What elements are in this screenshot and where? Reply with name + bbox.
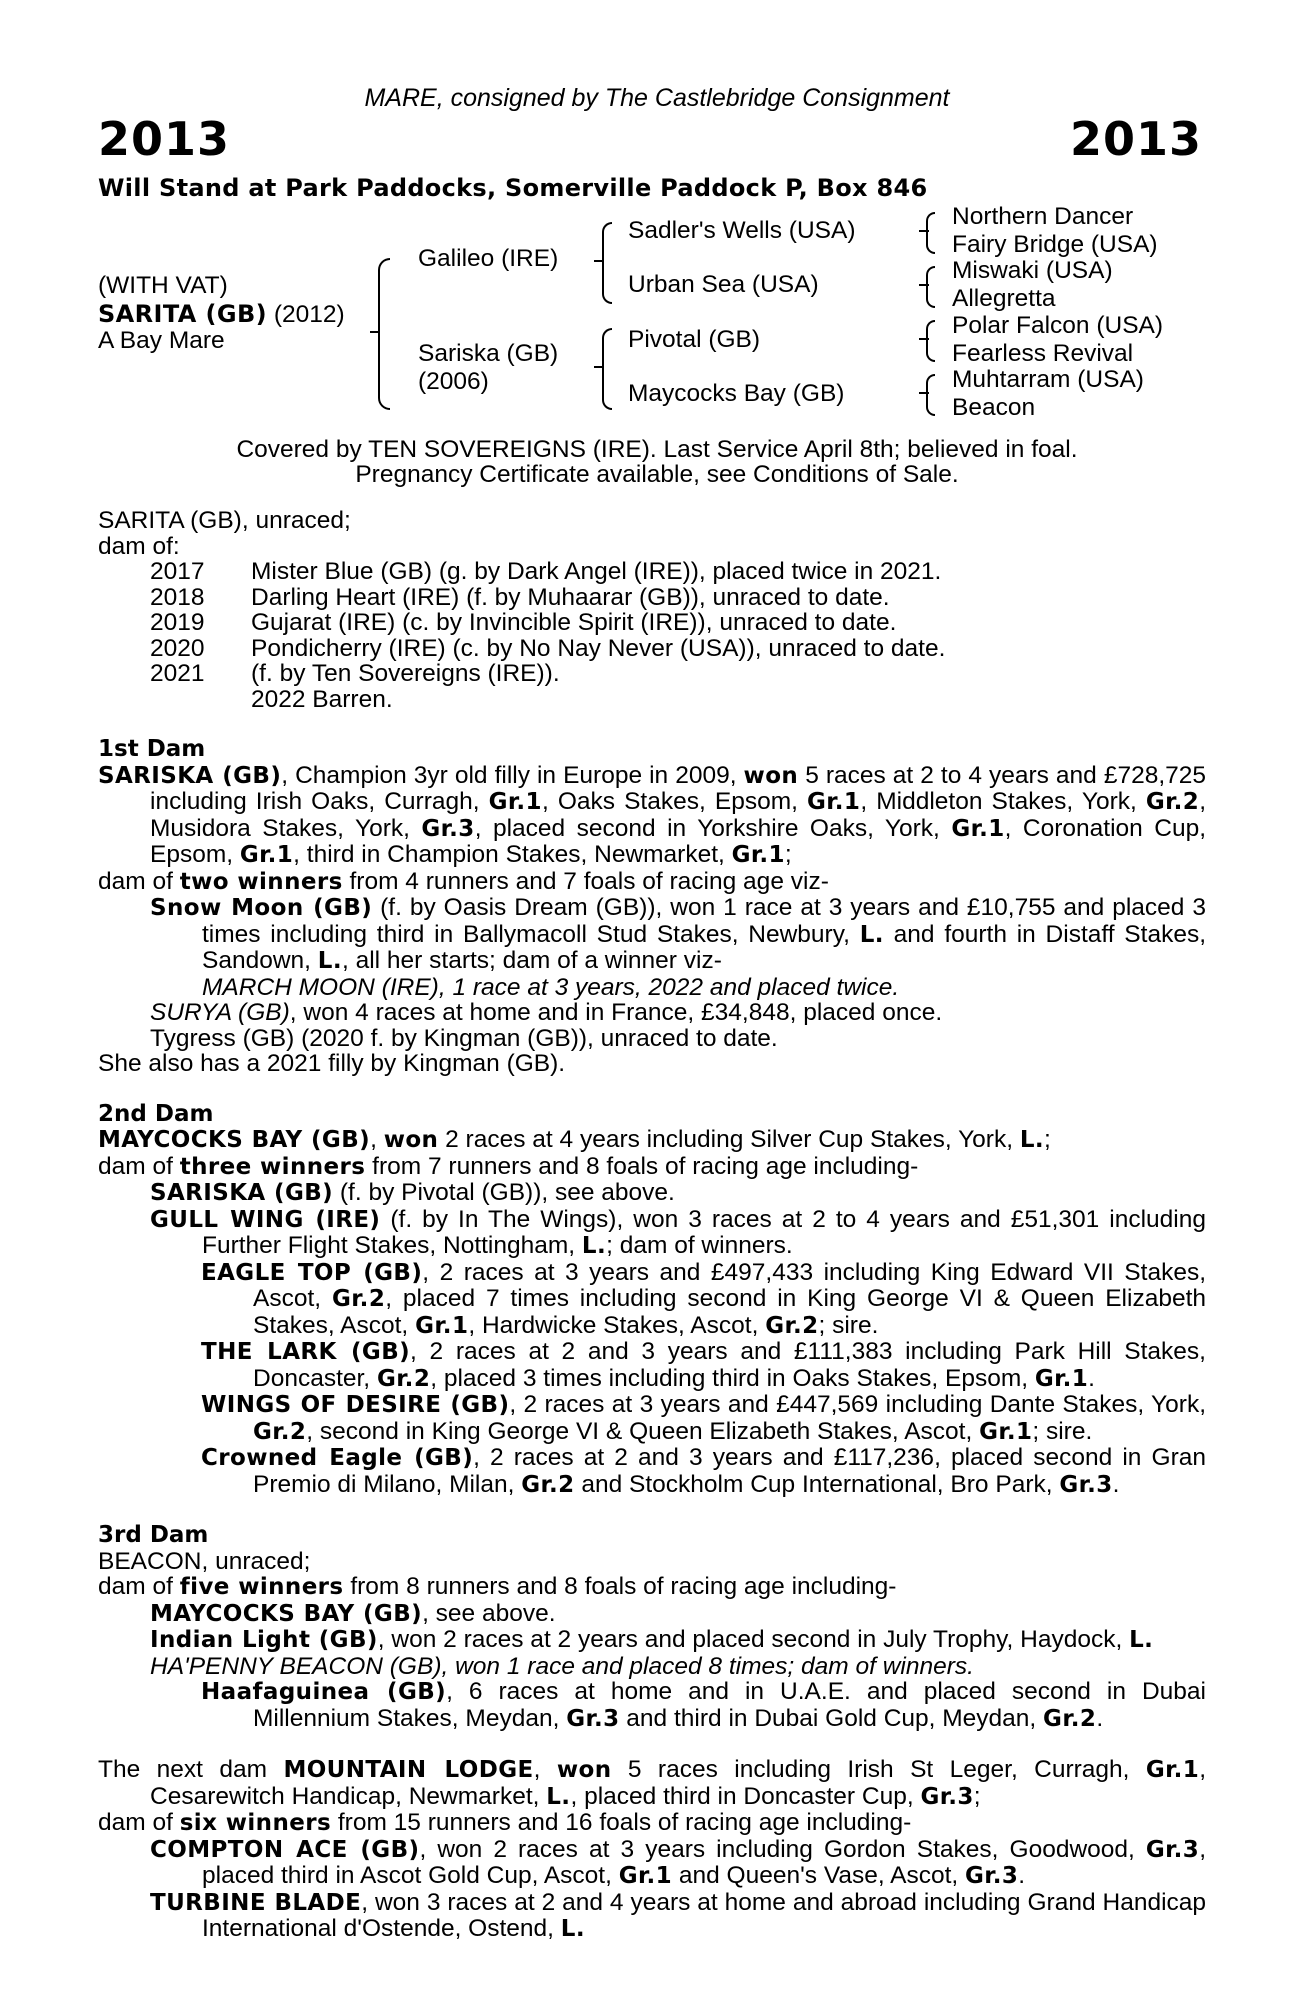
horse-title — [98, 300, 345, 329]
horse-name: SARITA (GB) — [98, 300, 268, 328]
intro-damof: dam of: — [98, 532, 180, 560]
produce-row: 2020 Pondicherry (IRE) (c. by No Nay Never (USA)), unraced to date. — [150, 634, 946, 662]
sire-name: Galileo (IRE) — [418, 245, 559, 272]
produce-entry: TURBINE BLADE, won 3 races at 2 and 4 years at home and abroad including Grand Handicap International d'Ostende, Ostend, L. — [150, 1888, 1207, 1942]
produce-entry: Haafaguinea (GB), 6 races at home and in U.A.E. and placed second in Dubai Millennium Stakes, Meydan, Gr.3 and third in Dubai Gold Cup, Meydan, Gr.2. — [201, 1678, 1206, 1732]
catalogue-body — [98, 508, 1206, 1943]
third-dam-heading: 3rd Dam — [98, 1522, 209, 1548]
gen4-ancestor: Polar Falcon (USA) — [952, 312, 1164, 339]
gen4-ancestor: Miswaki (USA) — [952, 257, 1113, 284]
dam-dam: Maycocks Bay (GB) — [628, 380, 845, 407]
gen4-ancestor: Beacon — [952, 394, 1036, 421]
produce-entry: Snow Moon (GB) (f. by Oasis Dream (GB)), won 1 race at 3 years and £10,755 and placed 3 times including third in Ballymacoll Stud Stakes, Newbury, L. and fourth in Distaff Stakes, Sandown, L., all her starts; dam of a winner viz- — [150, 894, 1207, 974]
produce-entry: Tygress (GB) (2020 f. by Kingman (GB)), unraced to date. — [150, 1024, 778, 1052]
produce-entry: SURYA (GB), won 4 races at home and in France, £34,848, placed once. — [150, 999, 943, 1026]
third-dam-produce-summary: dam of five winners from 8 runners and 8 foals of racing age including- — [98, 1573, 897, 1600]
gen4-ancestor: Allegretta — [952, 285, 1056, 312]
third-dam-record: BEACON, unraced; — [98, 1547, 311, 1575]
lot-number-left: 2013 — [98, 112, 231, 166]
lot-number-right: 2013 — [1069, 112, 1202, 166]
covered-line: Covered by TEN SOVEREIGNS (IRE). Last Service April 8th; believed in foal. — [236, 436, 1078, 463]
produce-entry: Indian Light (GB), won 2 races at 2 years and placed second in July Trophy, Haydock, L. — [150, 1626, 1154, 1653]
pregnancy-line: Pregnancy Certificate available, see Conditions of Sale. — [355, 461, 959, 488]
dam-year: (2006) — [418, 368, 489, 395]
produce-row: 2022 Barren. — [251, 685, 393, 713]
produce-entry: COMPTON ACE (GB), won 2 races at 3 years including Gordon Stakes, Goodwood, Gr.3, placed third in Ascot Gold Cup, Ascot, Gr.1 and Queen's Vase, Ascot, Gr.3. — [150, 1835, 1207, 1889]
produce-entry: MAYCOCKS BAY (GB), see above. — [150, 1599, 556, 1627]
first-dam-heading: 1st Dam — [98, 736, 206, 762]
produce-entry: SARISKA (GB) (f. by Pivotal (GB)), see above. — [150, 1179, 675, 1206]
second-dam-produce-summary: dam of three winners from 7 runners and 8 foals of racing age including- — [98, 1152, 919, 1180]
dam-sire: Pivotal (GB) — [628, 326, 761, 353]
produce-entry: EAGLE TOP (GB), 2 races at 3 years and £497,433 including King Edward VII Stakes, Ascot, Gr.2, placed 7 times including second in King George VI & Queen Elizabeth Stakes, Ascot, Gr.1, Hardwicke Stakes, Ascot, Gr.2; sire. — [201, 1258, 1206, 1339]
gen4-ancestor: Northern Dancer — [952, 203, 1134, 230]
consignor-line: MARE, consigned by The Castlebridge Consignment — [364, 84, 950, 112]
stabling-line: Will Stand at Park Paddocks, Somerville Paddock P, Box 846 — [98, 174, 928, 202]
sire-sire: Sadler's Wells (USA) — [628, 217, 856, 244]
vat-note: (WITH VAT) — [98, 272, 228, 299]
gen4-ancestor: Fairy Bridge (USA) — [952, 231, 1158, 258]
produce-row: 2021 (f. by Ten Sovereigns (IRE)). — [150, 660, 560, 687]
produce-entry: THE LARK (GB), 2 races at 2 and 3 years and £111,383 including Park Hill Stakes, Doncaster, Gr.2, placed 3 times including third in Oaks Stakes, Epsom, Gr.1. — [201, 1338, 1206, 1392]
second-dam-record: MAYCOCKS BAY (GB), won 2 races at 4 years including Silver Cup Stakes, York, L.; — [98, 1126, 1051, 1153]
next-dam-produce-summary: dam of six winners from 15 runners and 16 foals of racing age including- — [98, 1809, 912, 1836]
produce-note: She also has a 2021 filly by Kingman (GB). — [98, 1050, 566, 1077]
first-dam-produce-summary: dam of two winners from 4 runners and 7 foals of racing age viz- — [98, 867, 829, 895]
second-dam-heading: 2nd Dam — [98, 1100, 214, 1127]
produce-entry: GULL WING (IRE) (f. by In The Wings), won 3 races at 2 to 4 years and £51,301 including Further Flight Stakes, Nottingham, L.; dam of winners. — [150, 1205, 1206, 1259]
produce-entry: Crowned Eagle (GB), 2 races at 2 and 3 years and £117,236, placed second in Gran Premio di Milano, Milan, Gr.2 and Stockholm Cup International, Bro Park, Gr.3. — [201, 1444, 1206, 1498]
sire-dam: Urban Sea (USA) — [628, 271, 819, 298]
brace-sire-dam — [378, 258, 390, 410]
gen4-ancestor: Fearless Revival — [952, 340, 1134, 367]
produce-row: 2017 Mister Blue (GB) (g. by Dark Angel (IRE)), placed twice in 2021. — [150, 558, 942, 585]
dam-name: Sariska (GB) — [418, 340, 559, 367]
horse-year: (2012) — [273, 301, 345, 328]
gen4-ancestor: Muhtarram (USA) — [952, 366, 1144, 393]
produce-row: 2019 Gujarat (IRE) (c. by Invincible Spirit (IRE)), unraced to date. — [150, 609, 897, 636]
next-dam-record: The next dam MOUNTAIN LODGE, won 5 races including Irish St Leger, Curragh, Gr.1, Cesarewitch Handicap, Newmarket, L., placed third in Doncaster Cup, Gr.3; — [98, 1756, 1207, 1810]
produce-entry: WINGS OF DESIRE (GB), 2 races at 3 years and £447,569 including Dante Stakes, York, Gr.2, second in King George VI & Queen Elizabeth Stakes, Ascot, Gr.1; sire. — [201, 1391, 1206, 1445]
horse-description: A Bay Mare — [98, 327, 225, 354]
produce-entry: HA'PENNY BEACON (GB), won 1 race and placed 8 times; dam of winners. — [150, 1652, 974, 1680]
first-dam-record: SARISKA (GB), Champion 3yr old filly in Europe in 2009, won 5 races at 2 to 4 years and £728,725 including Irish Oaks, Curragh, Gr.1, Oaks Stakes, Epsom, Gr.1, Middleton Stakes, York, Gr.2, Musidora Stakes, York, Gr.3, placed second in Yorkshire Oaks, York, Gr.1, Coronation Cup, Epsom, Gr.1, third in Champion Stakes, Newmarket, Gr.1; — [98, 761, 1207, 868]
produce-row: 2018 Darling Heart (IRE) (f. by Muhaarar (GB)), unraced to date. — [150, 583, 890, 611]
produce-entry: MARCH MOON (IRE), 1 race at 3 years, 2022 and placed twice. — [202, 973, 900, 1001]
intro-line: SARITA (GB), unraced; — [98, 507, 351, 534]
